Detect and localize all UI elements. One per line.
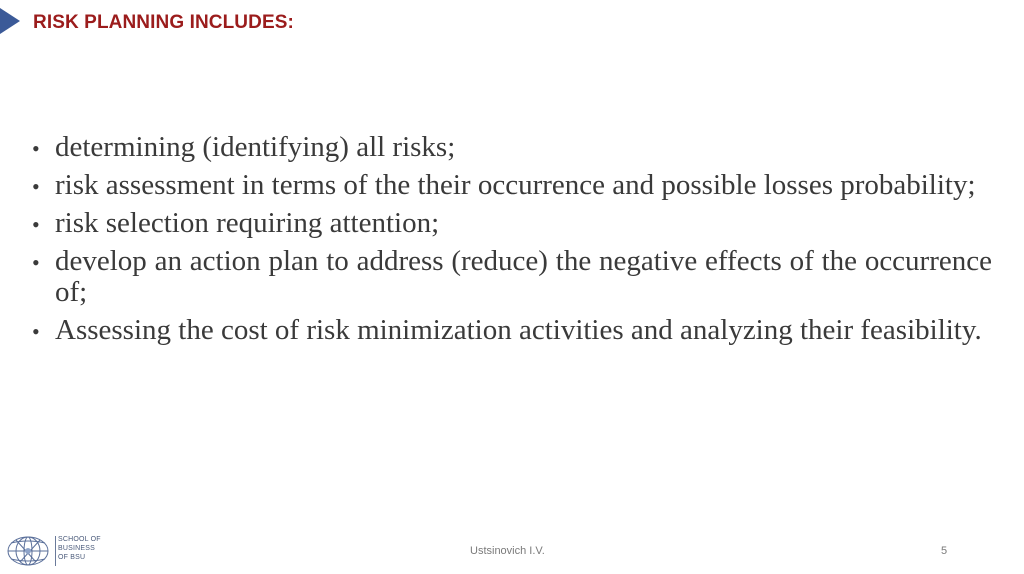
logo-line: BUSINESS [58, 545, 95, 552]
school-logo-text [58, 535, 101, 562]
bullet-list [30, 132, 992, 353]
bullet-marker: • [32, 136, 40, 161]
slide-title: RISK PLANNING INCLUDES: [33, 12, 294, 33]
logo-divider [55, 536, 56, 566]
bullet-marker: • [32, 174, 40, 199]
page-number: 5 [941, 545, 948, 557]
bullet-text: risk selection requiring attention; [55, 207, 440, 239]
bullet-text: develop an action plan to address (reduce) the negative effects of the occurrence of; [55, 245, 992, 308]
logo-line: SCHOOL OF [58, 536, 101, 543]
triangle-right-icon [0, 8, 20, 34]
bullet-marker: • [32, 250, 40, 275]
bullet-item [30, 170, 992, 201]
bullet-item [30, 246, 992, 308]
footer-author: Ustsinovich I.V. [470, 545, 545, 557]
bullet-text: risk assessment in terms of the their occurrence and possible losses probability; [55, 169, 976, 201]
bullet-item [30, 132, 992, 163]
logo-line: OF BSU [58, 554, 86, 561]
bullet-item [30, 315, 992, 346]
bullet-marker: • [32, 212, 40, 237]
bullet-item [30, 208, 992, 239]
bullet-text: determining (identifying) all risks; [55, 131, 456, 163]
bullet-text: Assessing the cost of risk minimization activities and analyzing their feasibility. [55, 314, 982, 346]
bullet-marker: • [32, 319, 40, 344]
